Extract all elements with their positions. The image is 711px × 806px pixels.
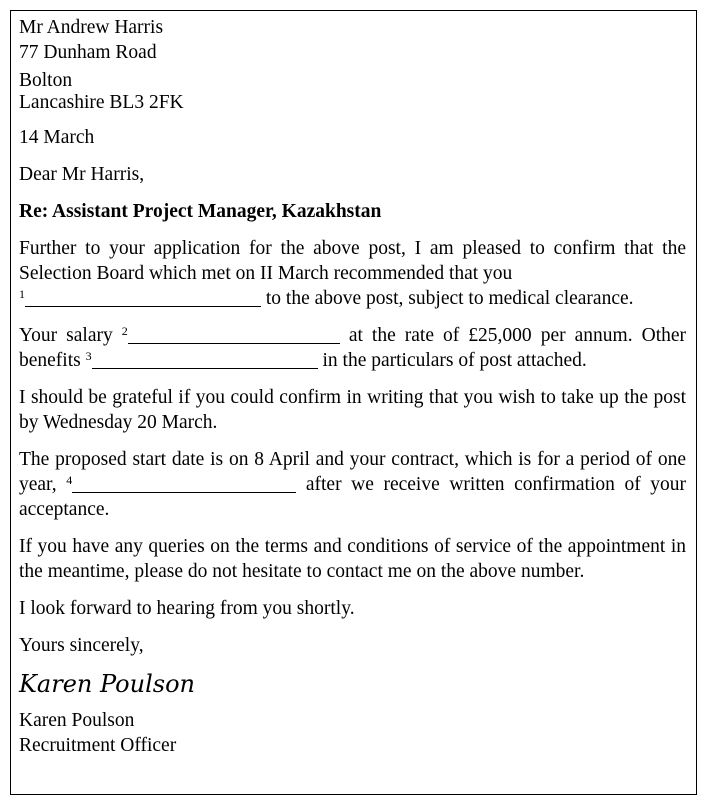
signature: Karen Poulson <box>19 670 195 698</box>
answer-blank-2[interactable] <box>128 324 340 344</box>
letter <box>10 10 697 795</box>
recipient-street: 77 Dunham Road <box>19 42 157 63</box>
complimentary-close: Yours sincerely, <box>19 635 144 656</box>
paragraph-salary <box>19 323 686 373</box>
blank-number-4: 4 <box>66 473 73 487</box>
paragraph-start-date-part2: after we receive written confirmation of your acceptance. <box>19 474 687 520</box>
paragraph-confirmation <box>19 236 686 311</box>
paragraph-confirmation-after: to the above post, subject to medical clearance. <box>265 288 634 309</box>
paragraph-queries: If you have any queries on the terms and conditions of service of the appointment in the meantime, please do not hesitate to contact me on the above number. <box>19 536 686 582</box>
recipient-county-postcode: Lancashire BL3 2FK <box>19 92 184 113</box>
paragraph-confirm-writing: I should be grateful if you could confirm in writing that you wish to take up the post by Wednesday 20 March. <box>19 387 686 433</box>
paragraph-start-date-part1: The proposed start date is on 8 April and your contract, which is for a period of one year, <box>19 449 686 495</box>
blank-number-1: 1 <box>19 287 25 301</box>
answer-blank-4[interactable] <box>72 473 296 493</box>
subject-line: Re: Assistant Project Manager, Kazakhstan <box>19 201 382 222</box>
letter-date: 14 March <box>19 127 95 148</box>
paragraph-look-forward: I look forward to hearing from you shortly. <box>19 598 355 619</box>
sender-name: Karen Poulson <box>19 710 135 731</box>
paragraph-salary-part2: at the rate of £25,000 per annum. Other benefits <box>19 325 687 371</box>
salutation: Dear Mr Harris, <box>19 164 145 185</box>
paragraph-confirmation-text: Further to your application for the above post, I am pleased to confirm that the Selection Board which met on II March recommended that you <box>19 238 686 284</box>
answer-blank-1[interactable] <box>25 287 261 307</box>
blank-number-3: 3 <box>85 349 92 363</box>
paragraph-start-date <box>19 447 686 522</box>
sender-title: Recruitment Officer <box>19 735 177 756</box>
blank-number-2: 2 <box>121 324 128 338</box>
recipient-name: Mr Andrew Harris <box>19 17 164 38</box>
recipient-town: Bolton <box>19 70 73 91</box>
recipient-address <box>19 15 686 113</box>
paragraph-salary-part1: Your salary <box>19 325 113 346</box>
answer-blank-3[interactable] <box>92 349 318 369</box>
paragraph-salary-part3: in the particulars of post attached. <box>322 350 587 371</box>
